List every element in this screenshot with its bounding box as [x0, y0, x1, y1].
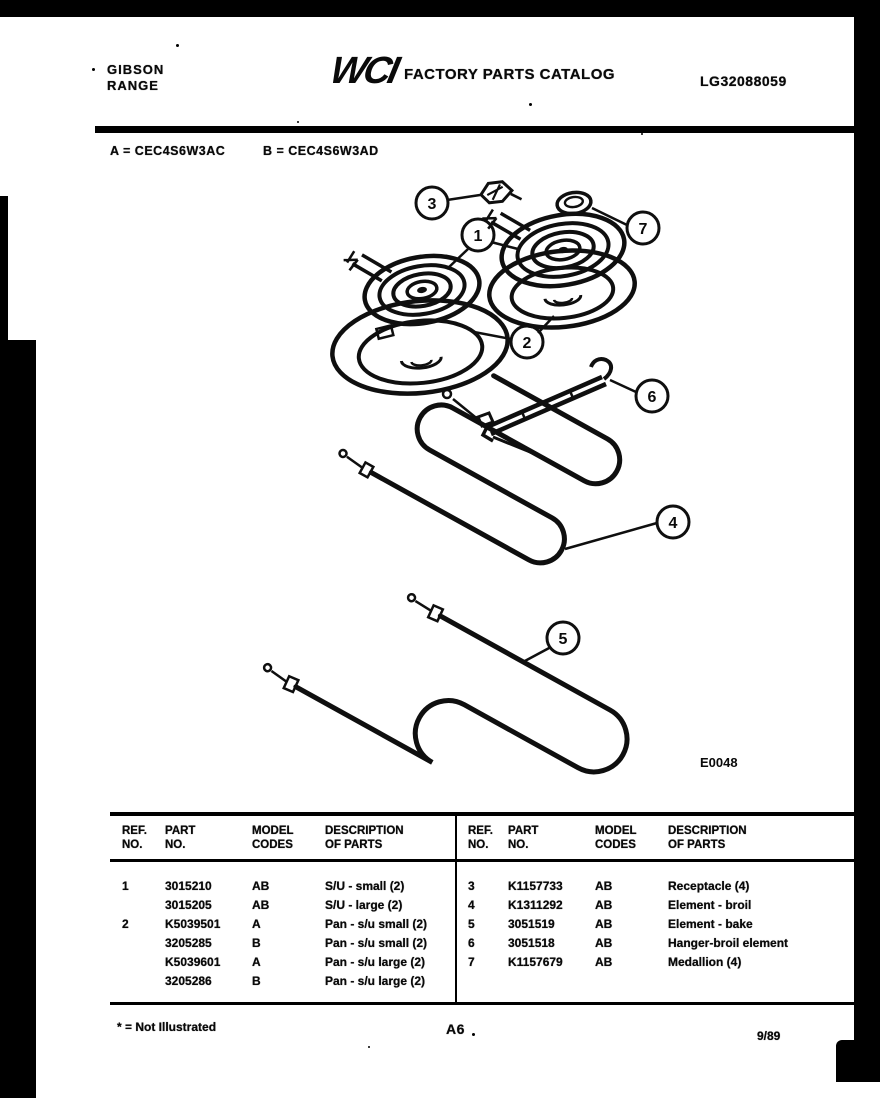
model-codes: AB [252, 898, 270, 912]
part-no: K1157733 [508, 879, 563, 893]
description: Receptacle (4) [668, 879, 750, 893]
description: S/U - small (2) [325, 879, 405, 893]
table-row [122, 974, 427, 993]
part-no: K5039501 [165, 917, 221, 931]
ref-no [122, 936, 165, 955]
not-illustrated-note: * = Not Illustrated [117, 1020, 217, 1034]
table-bottom-rule [110, 1002, 855, 1005]
table-row [122, 879, 427, 898]
description: Medallion (4) [668, 955, 742, 969]
description: Element - broil [668, 898, 752, 912]
table-row [122, 955, 427, 974]
callout-3-number: 3 [427, 196, 437, 213]
model-codes: AB [595, 917, 613, 931]
parts-diagram [90, 165, 860, 810]
model-codes: A [252, 917, 261, 931]
model-codes: B [252, 974, 261, 988]
ref-no: 4 [468, 898, 475, 912]
table-left-group [122, 879, 427, 993]
table-row [468, 898, 788, 917]
description: S/U - large (2) [325, 898, 403, 912]
part-no: 3205285 [165, 936, 212, 950]
surface-element-drawing [342, 231, 484, 335]
scan-artifact-right-corner [836, 1040, 880, 1082]
table-row [122, 898, 427, 917]
brand-product: RANGE [107, 78, 159, 93]
scan-artifact-left-bar [0, 340, 36, 1098]
model-codes: AB [252, 879, 270, 893]
col-header-desc: DESCRIPTION OF PARTS [668, 825, 747, 851]
table-row [122, 917, 427, 936]
drip-pan-drawing [328, 292, 513, 402]
scan-speckle [641, 133, 643, 135]
description: Pan - s/u large (2) [325, 955, 426, 969]
scan-artifact-left-strip [0, 196, 8, 342]
model-codes: AB [595, 879, 613, 893]
part-no: 3051518 [508, 936, 555, 950]
callout-4 [657, 506, 689, 538]
brand-block [107, 62, 164, 94]
ref-no: 6 [468, 936, 475, 950]
callout-6 [636, 380, 668, 412]
callout-5-number: 5 [558, 631, 568, 648]
description: Pan - s/u small (2) [325, 936, 428, 950]
model-codes: AB [595, 898, 613, 912]
model-codes: AB [595, 955, 613, 969]
scan-speckle [92, 68, 95, 71]
bake-element-drawing [260, 547, 643, 810]
part-no: 3015210 [165, 879, 212, 893]
callout-1-number: 1 [473, 228, 483, 245]
hanger-drawing [443, 359, 611, 458]
parts-table [110, 812, 855, 1008]
col-header-desc: DESCRIPTION OF PARTS [325, 825, 404, 851]
col-header-part: PART NO. [508, 825, 539, 851]
ref-no: 7 [468, 955, 475, 969]
page-number: A6 [446, 1021, 465, 1037]
header-rule [95, 126, 857, 133]
col-header-ref: REF. NO. [468, 825, 493, 851]
callout-5 [547, 622, 579, 654]
table-header-rule [110, 859, 855, 862]
model-codes: B [252, 936, 261, 950]
ref-no: 2 [122, 917, 129, 931]
ref-no: 3 [468, 879, 475, 893]
part-no: 3205286 [165, 974, 212, 988]
description: Element - bake [668, 917, 753, 931]
table-group-divider [455, 816, 457, 1005]
figure-code: E0048 [700, 755, 738, 770]
part-no: 3015205 [165, 898, 212, 912]
part-no: K1311292 [508, 898, 563, 912]
drip-pan-drawing [485, 244, 638, 335]
table-row [468, 917, 788, 936]
callout-7 [627, 212, 659, 244]
scan-speckle [368, 1046, 370, 1048]
description: Hanger-broil element [668, 936, 789, 950]
scan-speckle [297, 121, 299, 123]
scan-speckle [529, 103, 532, 106]
publication-code: LG32088059 [700, 73, 787, 89]
part-no: K5039601 [165, 955, 221, 969]
col-header-model: MODEL CODES [252, 825, 294, 851]
ref-no: 1 [122, 879, 129, 893]
callout-6-number: 6 [647, 389, 657, 406]
table-row [468, 936, 788, 955]
callout-1 [462, 219, 494, 251]
col-header-model: MODEL CODES [595, 825, 637, 851]
scan-artifact-top-bar [0, 0, 880, 17]
model-codes: AB [595, 936, 613, 950]
model-code-b: B = CEC4S6W3AD [263, 144, 379, 158]
col-header-ref: REF. NO. [122, 825, 147, 851]
description: Pan - s/u large (2) [325, 974, 426, 988]
model-code-a: A = CEC4S6W3AC [110, 144, 226, 158]
callout-7-number: 7 [638, 221, 648, 238]
brand-name: GIBSON [107, 62, 165, 77]
ref-no [122, 955, 165, 974]
table-row [468, 879, 788, 898]
scan-speckle [472, 1033, 475, 1036]
callout-4-number: 4 [668, 515, 678, 532]
callout-2 [511, 326, 543, 358]
ref-no: 5 [468, 917, 475, 931]
ref-no [122, 898, 165, 917]
table-row [468, 955, 788, 974]
col-header-part: PART NO. [165, 825, 196, 851]
table-row [122, 936, 427, 955]
part-no: K1157679 [508, 955, 563, 969]
description: Pan - s/u small (2) [325, 917, 428, 931]
callout-2-number: 2 [522, 335, 532, 352]
scan-speckle [176, 44, 179, 47]
callout-3 [416, 187, 448, 219]
table-right-group [468, 879, 788, 974]
revision-date: 9/89 [757, 1029, 781, 1043]
catalog-title: FACTORY PARTS CATALOG [404, 66, 616, 83]
model-codes: A [252, 955, 261, 969]
ref-no [122, 974, 165, 993]
receptacle-drawing [479, 176, 522, 209]
part-no: 3051519 [508, 917, 555, 931]
wci-logo: WCI [326, 50, 401, 92]
